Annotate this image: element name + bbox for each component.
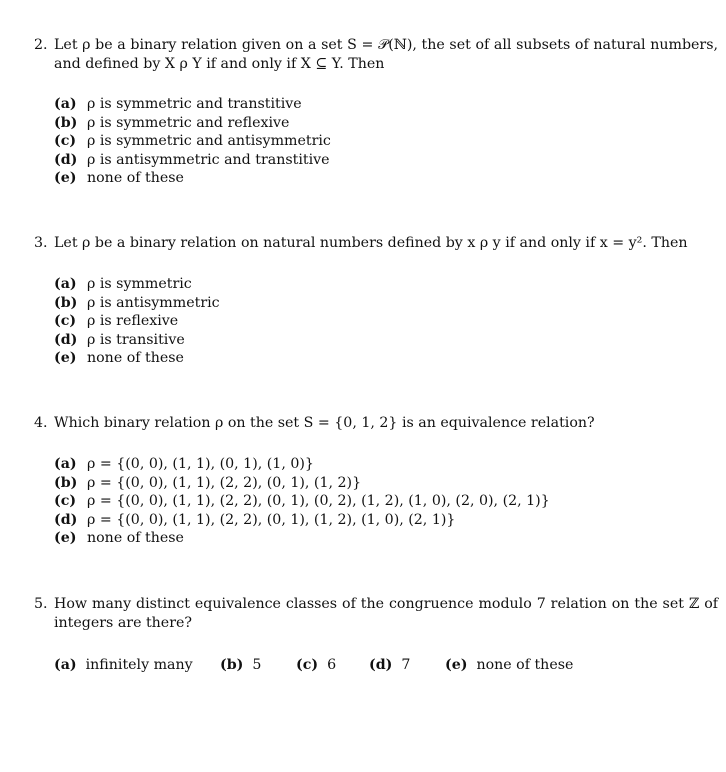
question-body: Let ρ be a binary relation given on a set S = 𝒫(ℕ), the set of all subsets of natural numbers, and defined by X ρ Y if and only if X ⊆ Y. Then: [54, 37, 718, 72]
option-label: (a): [54, 657, 77, 673]
option-text: ρ = {(0, 0), (1, 1), (2, 2), (0, 1), (1, 2)}: [87, 474, 362, 491]
option-text: ρ = {(0, 0), (1, 1), (0, 1), (1, 0)}: [87, 456, 314, 472]
option-c: [296, 656, 369, 674]
option-label: (d): [54, 511, 78, 528]
option-label: (c): [54, 313, 77, 329]
option-text: ρ is symmetric: [87, 276, 192, 292]
option-list: [54, 95, 726, 188]
option-b: [54, 474, 726, 493]
option-a: [54, 656, 220, 674]
option-label: (a): [54, 96, 77, 112]
option-text: 7: [401, 657, 411, 673]
option-label: (e): [54, 170, 77, 186]
option-e: [54, 349, 726, 368]
option-text: none of these: [476, 657, 574, 673]
question-body: How many distinct equivalence classes of the congruence modulo 7 relation on the set ℤ of integers are there?: [54, 596, 718, 631]
option-text: ρ is transitive: [87, 331, 185, 348]
option-label: (d): [54, 331, 78, 348]
option-b: [220, 656, 296, 674]
option-list: [54, 275, 726, 368]
option-text: 5: [252, 657, 262, 673]
question-2: [0, 36, 726, 188]
question-text: [0, 414, 726, 433]
option-b: [54, 114, 726, 133]
option-text: none of these: [87, 350, 184, 366]
question-text: [0, 36, 726, 74]
option-e: [54, 529, 726, 548]
question-body: Let ρ be a binary relation on natural numbers defined by x ρ y if and only if x = y². Then: [54, 235, 688, 251]
option-d: [369, 656, 445, 674]
question-number: 3.: [34, 235, 48, 251]
option-text: ρ is antisymmetric: [87, 294, 220, 311]
option-list: [54, 455, 726, 548]
option-label: (e): [54, 530, 77, 546]
option-text: none of these: [87, 530, 184, 546]
option-d: [54, 331, 726, 350]
option-c: [54, 132, 726, 151]
option-d: [54, 151, 726, 170]
option-label: (e): [445, 657, 468, 673]
question-3: [0, 234, 726, 368]
option-a: [54, 95, 726, 114]
option-d: [54, 511, 726, 530]
option-e: [445, 656, 573, 674]
option-text: ρ is reflexive: [87, 313, 179, 329]
option-b: [54, 294, 726, 313]
option-text: infinitely many: [85, 657, 193, 673]
question-text: [0, 595, 726, 633]
question-text: [0, 234, 726, 253]
option-label: (d): [54, 151, 78, 168]
option-label: (b): [54, 474, 78, 491]
question-body: Which binary relation ρ on the set S = {0, 1, 2} is an equivalence relation?: [54, 415, 595, 431]
option-e: [54, 169, 726, 188]
option-text: ρ = {(0, 0), (1, 1), (2, 2), (0, 1), (1, 2), (1, 0), (2, 1)}: [87, 511, 456, 528]
option-label: (d): [369, 657, 393, 673]
option-label: (a): [54, 276, 77, 292]
option-a: [54, 275, 726, 294]
option-list: [54, 656, 726, 674]
option-text: ρ is symmetric and reflexive: [87, 114, 290, 131]
option-text: ρ is symmetric and transtitive: [87, 96, 302, 112]
option-c: [54, 312, 726, 331]
option-label: (e): [54, 350, 77, 366]
option-text: 6: [327, 657, 337, 673]
question-5: [0, 595, 726, 674]
option-c: [54, 492, 726, 511]
option-label: (b): [54, 294, 78, 311]
option-label: (c): [296, 657, 319, 673]
option-label: (b): [220, 657, 244, 673]
option-label: (c): [54, 493, 77, 509]
option-a: [54, 455, 726, 474]
question-number: 4.: [34, 415, 48, 431]
question-number: 2.: [34, 37, 48, 53]
option-text: none of these: [87, 170, 184, 186]
option-text: ρ is symmetric and antisymmetric: [87, 133, 331, 149]
question-number: 5.: [34, 596, 48, 612]
option-label: (b): [54, 114, 78, 131]
question-4: [0, 414, 726, 548]
option-label: (c): [54, 133, 77, 149]
option-text: ρ = {(0, 0), (1, 1), (2, 2), (0, 1), (0, 2), (1, 2), (1, 0), (2, 0), (2, 1)}: [87, 493, 550, 509]
option-text: ρ is antisymmetric and transtitive: [87, 151, 330, 168]
option-label: (a): [54, 456, 77, 472]
